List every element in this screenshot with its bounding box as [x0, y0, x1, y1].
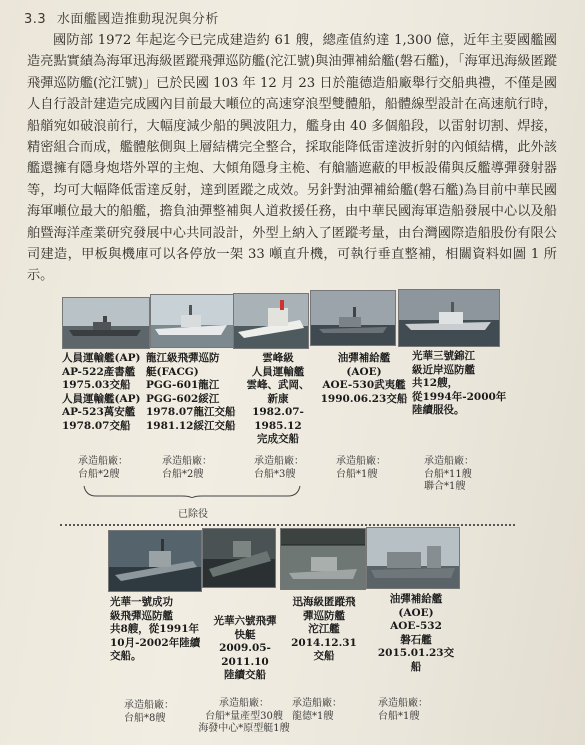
body-paragraph: 國防部 1972 年起迄今已完成建造約 61 艘，總產值約達 1,300 億，近年主要國艦國造亮點實績為海軍迅海級匿蹤飛彈巡防艦(沱江號)與油彈補給艦(磐石艦)，「海軍迅海級匿蹤飛彈巡防艦(沱江號)」已於民國 103 年 12 月 23 日於龍德造船廠舉行交船典禮，不僅是國人自行設計建造完成國內目前最大噸位的高速穿浪型雙體船，船體線型設計在高速航行時，船艏宛如破浪前行，大幅度減少船的興波阻力，艦身由 40 多個船段，以雷射切割、焊接，精密組合而成，艦體舷側與上層結構完全整合，採取能降低雷達波折射的內傾結構，此外該艦還擁有隱身炮塔外罩的主炮、大傾角隱身主桅、有艙牆遮蔽的甲板設備與反艦導彈發射器等，均可大幅降低雷達反射，達到匿蹤之成效。另針對油彈補給艦(磐石艦)為目前中華民國海軍噸位最大的船艦，擔負油彈整補與人道救援任務，由中華民國海軍造船發展中心以及船舶暨海洋產業研究發展中心共同設計，外型上納入了匿蹤考量，由台灣國際造船股份有限公司建造，甲板與機庫可以各停放一架 33 噸直升機，可執行垂直整補，相關資料如圖 1 所示。 — [27, 33, 557, 284]
row1-builder-aoe: 承造船廠： 台船*1艘 — [336, 456, 386, 480]
row2-builder-chengkung: 承造船廠： 台船*8艘 — [124, 700, 174, 724]
ship-photo-chengkung — [108, 530, 202, 592]
retired-label: 已除役 — [178, 509, 208, 520]
section-number: 3.3 — [24, 12, 47, 27]
section-divider — [60, 524, 515, 526]
section-heading — [24, 8, 219, 27]
retired-bracket — [82, 483, 302, 497]
row2-caption-panshih: 油彈補給艦 (AOE) AOE-532 磐石艦 2015.01.23交 船 — [377, 593, 455, 673]
row2-caption-chengkung: 光華一號成功 級飛彈巡防艦 共8艘，從1991年 10月-2002年陸續 交船。 — [110, 596, 201, 662]
ship-photo-facg — [150, 294, 234, 348]
row2-caption-tuojiang: 迅海級匿蹤飛 彈巡防艦 沱江艦 2014.12.31 交船 — [291, 596, 357, 662]
section-title: 水面艦國造推動現況與分析 — [56, 12, 219, 27]
ship-photo-kuanghua6 — [202, 528, 276, 588]
ship-photo-aoe — [310, 290, 396, 346]
row1-builder-ap: 承造船廠： 台船*2艘 — [78, 456, 128, 480]
row1-caption-facg: 龍江級飛彈巡防 艇(FACG) PGG-601龍江 PGG-602綏江 1978.07龍江交船 1981.12綏江交船 — [146, 352, 236, 432]
row1-builder-facg: 承造船廠： 台船*2艘 — [162, 456, 212, 480]
row1-caption-ap: 人員運輸艦(AP) AP-522產書艦 1975.03交船 人員運輸艦(AP) AP-523萬安艦 1978.07交船 — [62, 352, 141, 432]
row1-builder-yunfeng: 承造船廠： 台船*3艘 — [254, 456, 304, 480]
row2-builder-tuojiang: 承造船廠： 龍德*1艘 — [292, 698, 342, 722]
ship-photo-tuojiang — [280, 528, 366, 590]
row1-caption-aoe: 油彈補給艦 (AOE) AOE-530武夷艦 1990.06.23交船 — [320, 352, 408, 405]
row1-caption-yunfeng: 雲峰級 人員運輸艦 雲峰、武岡、 新康 1982.07- 1985.12 完成交船 — [246, 352, 310, 445]
ship-photo-jinjiang — [398, 289, 500, 347]
ship-photo-ap — [62, 297, 150, 349]
row1-caption-jinjiang: 光華三號錦江 級近岸巡防艦 共12艘， 從1994年-2000年 陸續服役。 — [412, 350, 507, 416]
row2-builder-panshih: 承造船廠： 台船*1艘 — [378, 698, 428, 722]
ship-photo-yunfeng — [233, 293, 309, 349]
row2-builder-kuanghua6: 承造船廠： 台船*量產型30艘 海發中心*原型艇1艘 — [198, 698, 290, 734]
row2-caption-kuanghua6: 光華六號飛彈 快艇 2009.05- 2011.10 陸續交船 — [213, 615, 277, 681]
row1-builder-jinjiang: 承造船廠： 台船*11艘 聯合*1艘 — [424, 456, 474, 492]
ship-photo-panshih — [366, 527, 460, 589]
